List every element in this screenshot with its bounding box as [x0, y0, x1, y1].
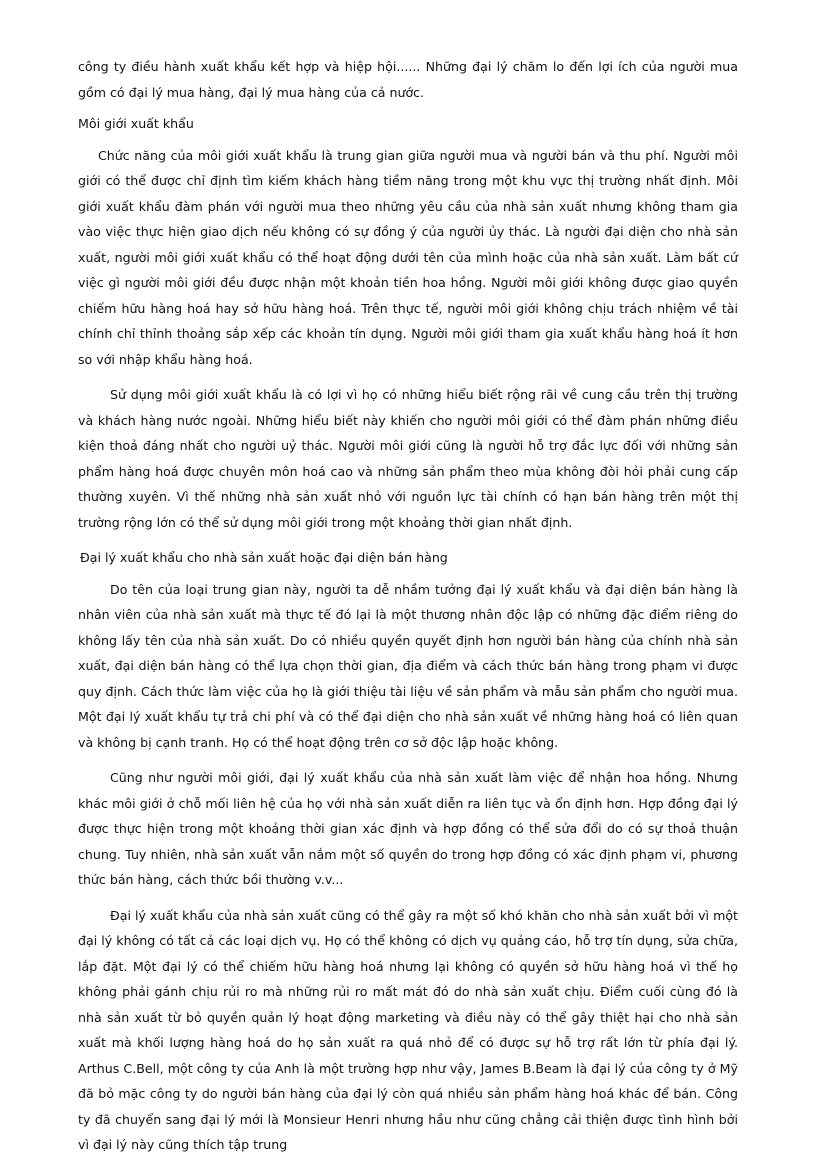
paragraph-broker-function: Chức năng của môi giới xuất khẩu là trung gian giữa người mua và người bán và thu phí. Người môi giới có thể được chỉ định tìm kiếm khách hàng tiềm năng trong một khu vực thị trường nhất định. Môi giới xuất khẩu đàm phán với người mua theo những yêu cầu của nhà sản xuất nhưng không tham gia vào việc thực hiện giao dịch nếu không có sự đồng ý của người ủy thác. Là người đại diện cho nhà sản xuất, người môi giới xuất khẩu có thể hoạt động dưới tên của mình hoặc của nhà sản xuất. Làm bất cứ việc gì người môi giới đều được nhận một khoản tiền hoa hồng. Người môi giới không được giao quyền chiếm hữu hàng hoá hay sở hữu hàng hoá. Trên thực tế, người môi giới không chịu trách nhiệm về tài chính chỉ thỉnh thoảng sắp xếp các khoản tín dụng. Người môi giới tham gia xuất khẩu hàng hoá ít hơn so với nhập khẩu hàng hoá. [78, 147, 738, 367]
paragraph-broker-benefits: Sử dụng môi giới xuất khẩu là có lợi vì họ có những hiểu biết rộng rãi về cung cầu trên thị trường và khách hàng nước ngoài. Những hiểu biết này khiến cho người môi giới có thể đàm phán những điều kiện thoả đáng nhất cho người uỷ thác. Người môi giới cũng là người hỗ trợ đắc lực đối với những sản phẩm hàng hoá được chuyên môn hoá cao và những sản phẩm theo mùa không đòi hỏi phải cung cấp thường xuyên. Vì thế những nhà sản xuất nhỏ với nguồn lực tài chính có hạn bán hàng trên một thị trường rộng lớn có thể sử dụng môi giới trong một khoảng thời gian nhất định. [78, 387, 738, 530]
paragraph-intro: công ty điều hành xuất khẩu kết hợp và hiệp hội...... Những đại lý chăm lo đến lợi ích của người mua gồm có đại lý mua hàng, đại lý mua hàng của cả nước. [78, 59, 738, 100]
section-heading-export-agent: Đại lý xuất khẩu cho nhà sản xuất hoặc đại diện bán hàng [80, 550, 448, 565]
document-page [78, 54, 738, 1158]
section-heading-export-broker: Môi giới xuất khẩu [78, 116, 194, 131]
paragraph-agent-commission: Cũng như người môi giới, đại lý xuất khẩu của nhà sản xuất làm việc để nhận hoa hồng. Nhưng khác môi giới ở chỗ mối liên hệ của họ với nhà sản xuất diễn ra liên tục và ổn định hơn. Hợp đồng đại lý được thực hiện trong một khoảng thời gian xác định và hợp đồng có thể sửa đổi do có sự thoả thuận chung. Tuy nhiên, nhà sản xuất vẫn nắm một số quyền do trong hợp đồng có xác định phạm vi, phương thức bán hàng, cách thức bồi thường v.v... [78, 770, 738, 887]
paragraph-agent-description: Do tên của loại trung gian này, người ta dễ nhầm tưởng đại lý xuất khẩu và đại diện bán hàng là nhân viên của nhà sản xuất mà thực tế đó lại là một thương nhân độc lập có những đặc điểm riêng do không lấy tên của nhà sản xuất. Do có nhiều quyền quyết định hơn người bán hàng của chính nhà sản xuất, đại diện bán hàng có thể lựa chọn thời gian, địa điểm và cách thức bán hàng trong phạm vi được quy định. Cách thức làm việc của họ là giới thiệu tài liệu về sản phẩm và mẫu sản phẩm cho người mua. Một đại lý xuất khẩu tự trả chi phí và có thể đại diện cho nhà sản xuất về những hàng hoá có liên quan và không bị cạnh tranh. Họ có thể hoạt động trên cơ sở độc lập hoặc không. [78, 581, 738, 750]
paragraph-agent-difficulties: Đại lý xuất khẩu của nhà sản xuất cũng có thể gây ra một số khó khăn cho nhà sản xuất bởi vì một đại lý không có tất cả các loại dịch vụ. Họ có thể không có dịch vụ quảng cáo, hỗ trợ tín dụng, sửa chữa, lắp đặt. Một đại lý có thể chiếm hữu hàng hoá nhưng lại không có quyền sở hữu hàng hoá vì thế họ không phải gánh chịu rủi ro mà những rủi ro mất mát đó do nhà sản xuất chịu. Điểm cuối cùng đó là nhà sản xuất từ bỏ quyền quản lý hoạt động marketing và điều này có thể gây thiệt hại cho nhà sản xuất mà khối lượng hàng hoá do họ sản xuất ra quá nhỏ để có được sự hỗ trợ rất lớn từ phía đại lý. Arthus C.Bell, một công ty của Anh là một trường hợp như vậy, James B.Beam là đại lý của công ty ở Mỹ đã bỏ mặc công ty do người bán hàng của đại lý còn quá nhiều sản phẩm hàng hoá khác để bán. Công ty đã chuyển sang đại lý mới là Monsieur Henri nhưng hầu như cũng chẳng cải thiện được tình hình bởi vì đại lý này cũng thích tập trung [78, 907, 738, 1152]
